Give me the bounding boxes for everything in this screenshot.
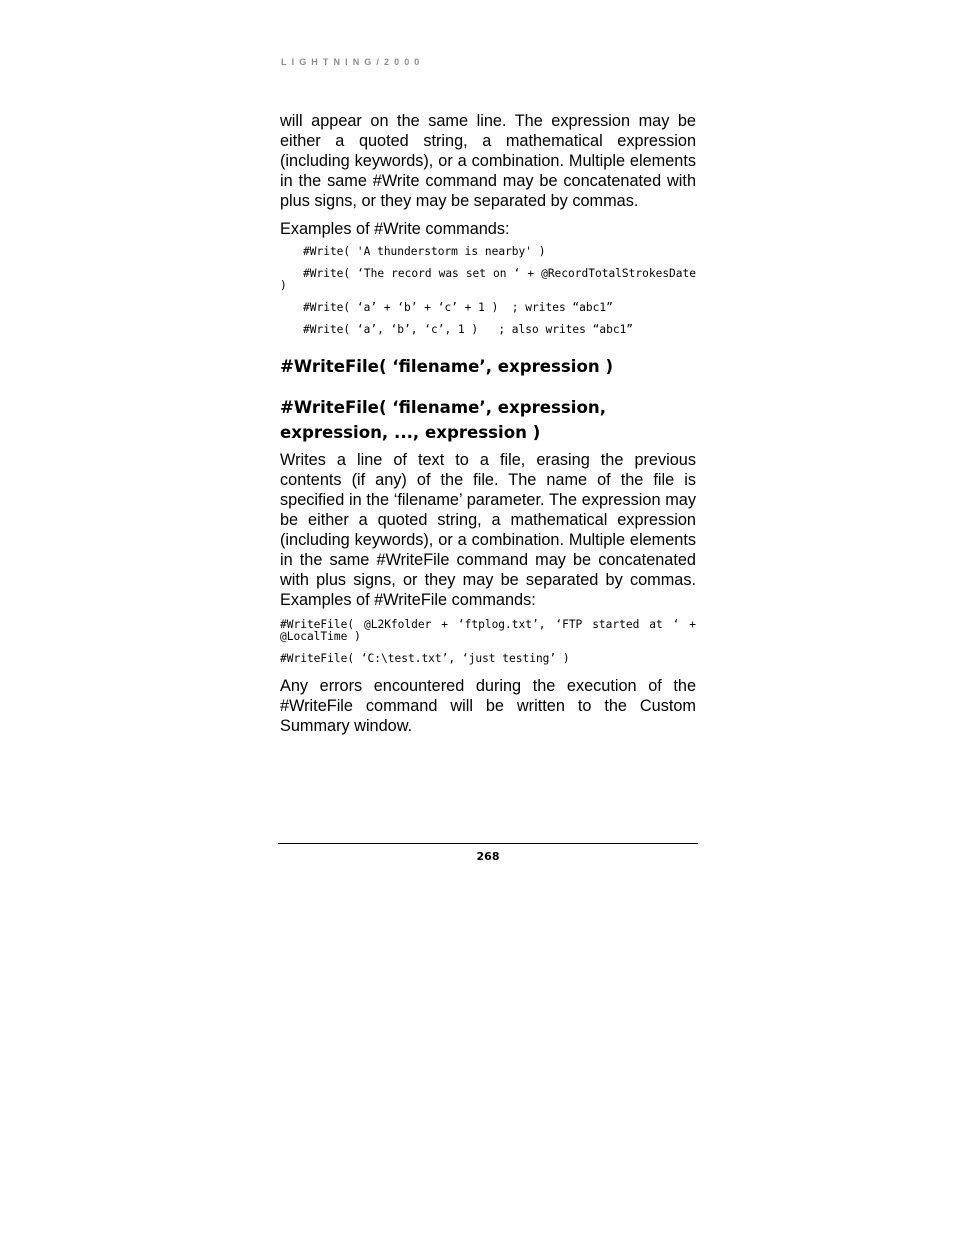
code-example-writefile-2: #WriteFile( ‘C:\test.txt’, ‘just testing’ ) xyxy=(280,651,570,665)
paragraph-writefile-errors: Any errors encountered during the execution of the #WriteFile command will be written to the Custom Summary window. xyxy=(280,676,696,735)
section-heading-writefile-multi-line2: expression, ..., expression ) xyxy=(280,423,541,443)
page-content xyxy=(280,112,696,736)
paragraph-write-description: will appear on the same line. The expression may be either a quoted string, a mathematical expression (including keywords), or a combination. Multiple elements in the same #Write command may be concatenated with plus signs, or they may be separated by commas. xyxy=(280,112,696,210)
page-number: 268 xyxy=(476,850,500,863)
code-example-write-4: #Write( ‘a’, ‘b’, ‘c’, 1 ) ; also writes “abc1” xyxy=(303,323,634,337)
paragraph-writefile-description: Writes a line of text to a file, erasing the previous contents (if any) of the file. The name of the file is specified in the ‘filename’ parameter. The expression may be either a quoted string, a mathematical expression (including keywords), or a combination. Multiple elements in the same #WriteFile command may be concatenated with plus signs, or they may be separated by commas. Examples of #WriteFile commands: xyxy=(280,451,696,609)
code-example-write-2: #Write( ‘The record was set on ‘ + @RecordTotalStrokesDate ) xyxy=(280,267,696,293)
section-heading-writefile-multi-line1: #WriteFile( ‘filename’, expression, xyxy=(280,398,607,418)
running-header: LIGHTNING/2000 xyxy=(281,57,425,67)
examples-label: Examples of #Write commands: xyxy=(280,219,510,238)
section-heading-writefile: #WriteFile( ‘filename’, expression ) xyxy=(280,357,614,377)
code-example-write-3: #Write( ‘a’ + ‘b’ + ‘c’ + 1 ) ; writes “abc1” xyxy=(303,301,613,315)
footer-rule xyxy=(278,843,698,844)
code-example-write-1: #Write( 'A thunderstorm is nearby' ) xyxy=(303,245,546,259)
code-example-writefile-1: #WriteFile( @L2Kfolder + ‘ftplog.txt’, ‘FTP started at ‘ + @LocalTime ) xyxy=(280,617,696,643)
